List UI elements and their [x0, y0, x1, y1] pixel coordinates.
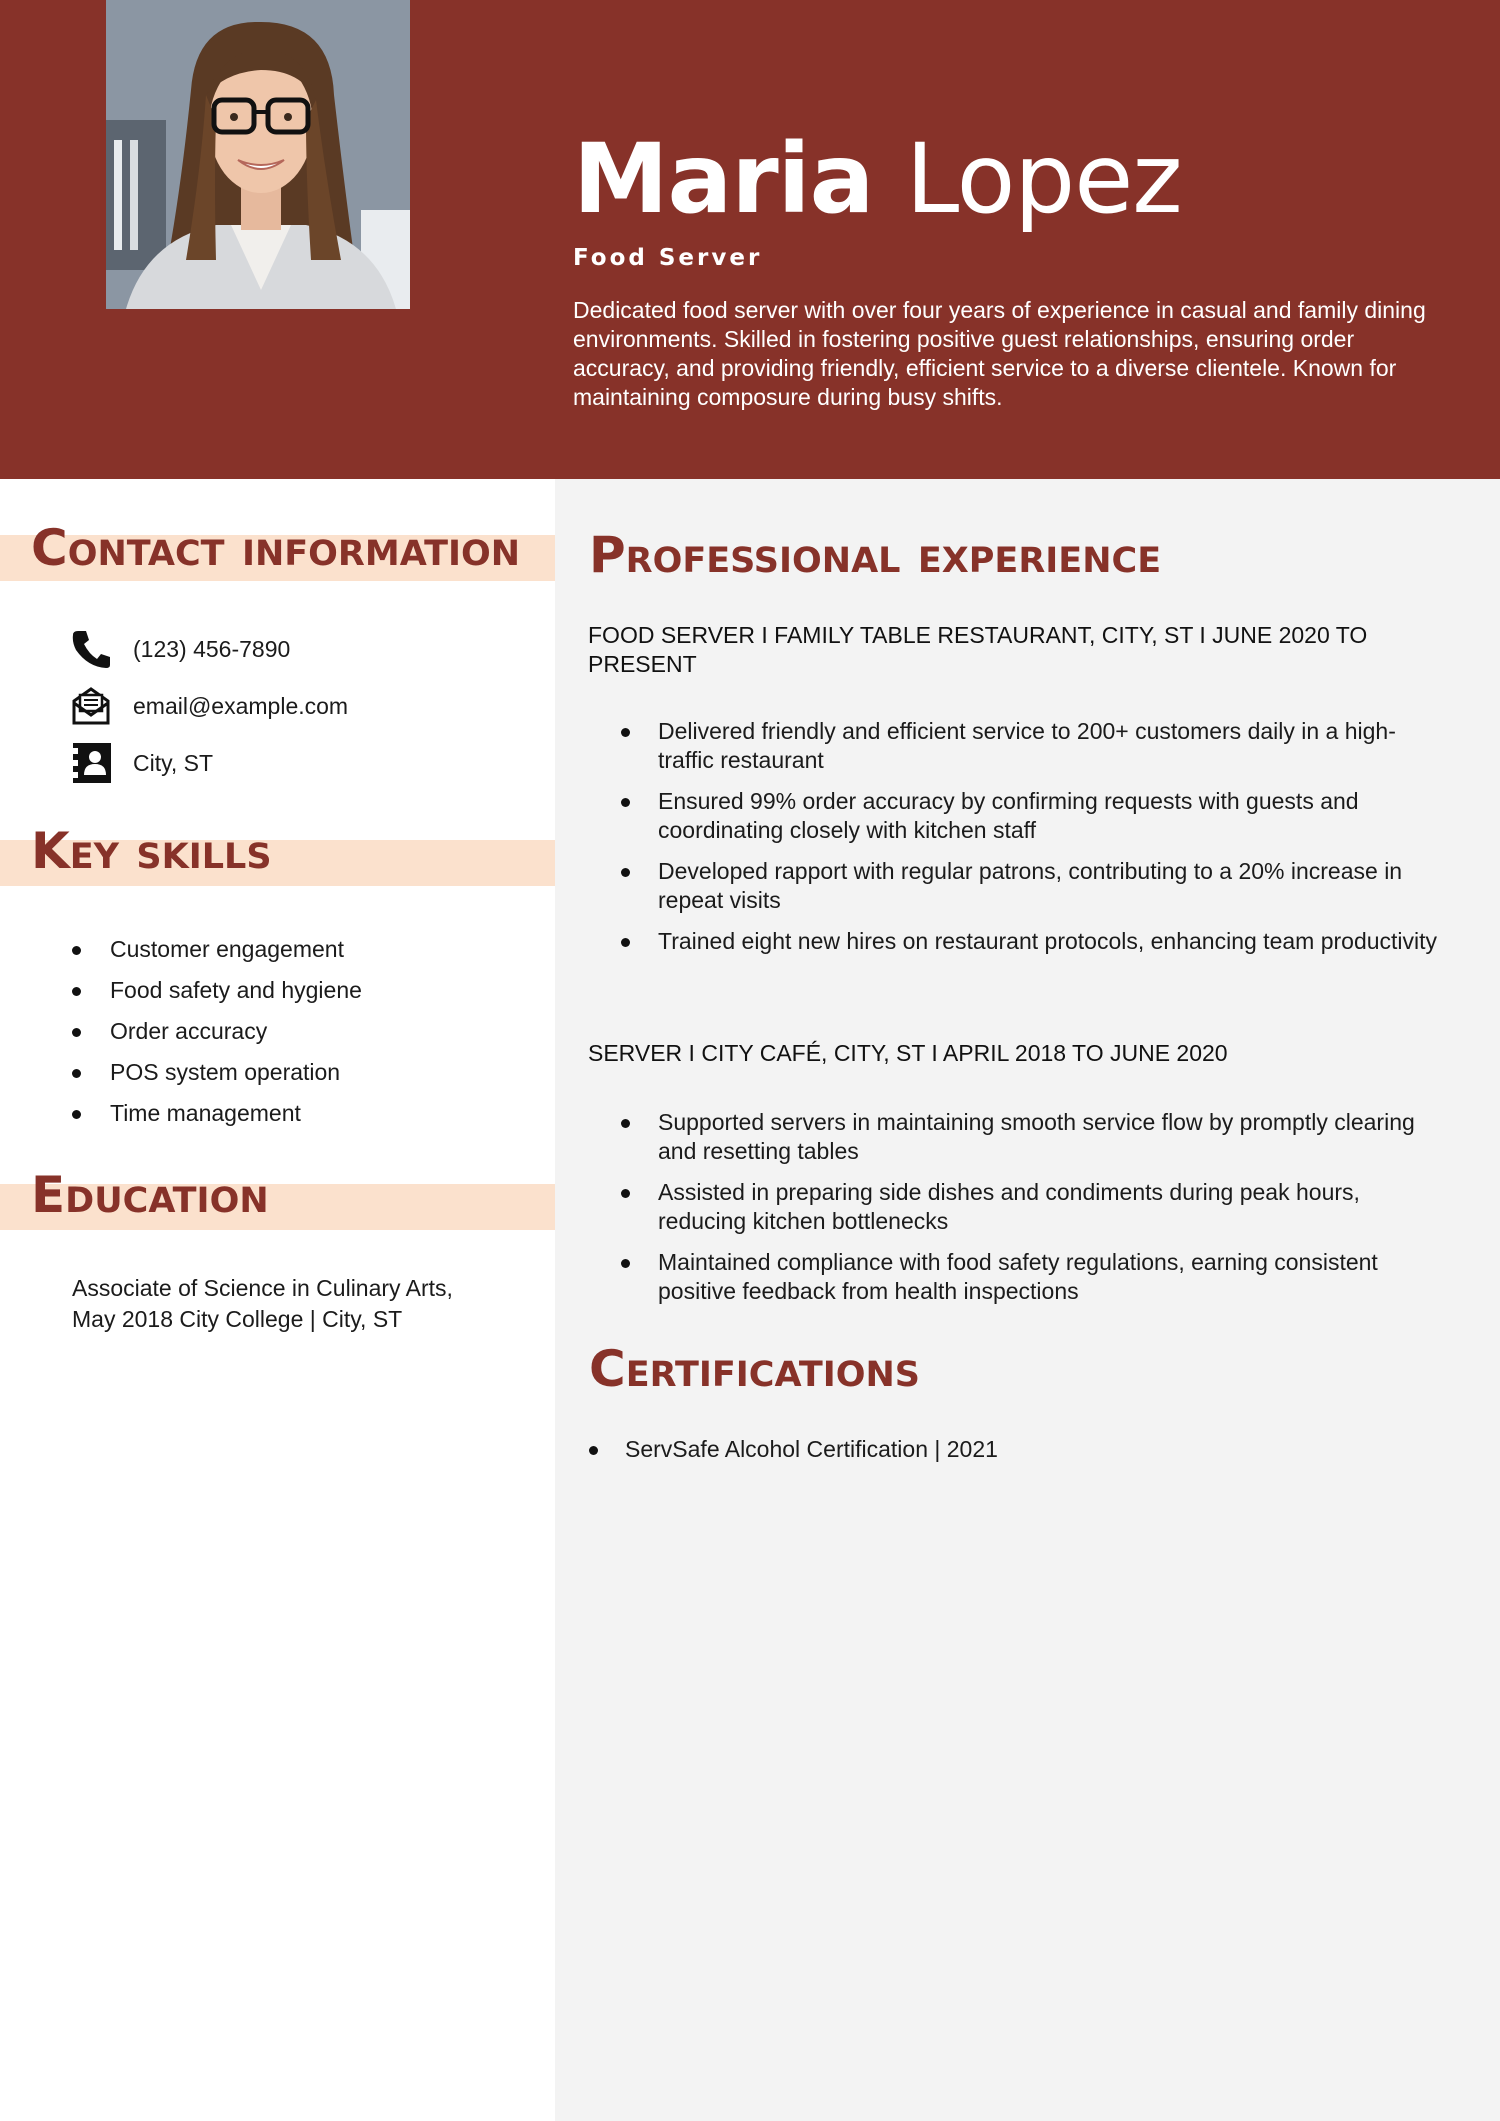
location-text: City, ST	[133, 749, 214, 776]
job-bullets	[615, 717, 1445, 968]
list-item: Food safety and hygiene	[70, 970, 530, 1011]
certifications-list	[585, 1435, 1435, 1464]
skills-section-title: Key skills	[31, 822, 272, 880]
job-bullets	[615, 1108, 1445, 1318]
experience-section-title: Professional experience	[589, 526, 1162, 584]
last-name: Lopez	[905, 123, 1182, 235]
skills-list	[70, 929, 530, 1134]
list-item: Trained eight new hires on restaurant protocols, enhancing team productivity	[615, 927, 1445, 956]
list-item: Time management	[70, 1093, 530, 1134]
candidate-name	[573, 124, 1182, 234]
education-entry	[72, 1273, 512, 1335]
list-item: Assisted in preparing side dishes and condiments during peak hours, reducing kitchen bottlenecks	[615, 1178, 1445, 1236]
education-degree: Associate of Science in Culinary Arts,	[72, 1275, 453, 1301]
profile-summary: Dedicated food server with over four years of experience in casual and family dining environments. Skilled in fostering positive guest relationships, ensuring order accuracy, and providing friendly, efficient service to a diverse clientele. Known for maintaining composure during busy shifts.	[573, 297, 1426, 410]
job-heading: SERVER I CITY CAFÉ, CITY, ST I APRIL 2018 TO JUNE 2020	[588, 1040, 1228, 1066]
list-item: Delivered friendly and efficient service to 200+ customers daily in a high-traffic restaurant	[615, 717, 1445, 775]
list-item: Ensured 99% order accuracy by confirming requests with guests and coordinating closely with kitchen staff	[615, 787, 1445, 845]
profile-photo	[106, 0, 410, 309]
job-heading: FOOD SERVER I FAMILY TABLE RESTAURANT, CITY, ST I JUNE 2020 TO PRESENT	[588, 622, 1368, 677]
list-item: POS system operation	[70, 1052, 530, 1093]
envelope-icon	[70, 685, 112, 727]
list-item: Developed rapport with regular patrons, contributing to a 20% increase in repeat visits	[615, 857, 1445, 915]
education-section-title: Education	[31, 1166, 269, 1224]
phone-text: (123) 456-7890	[133, 635, 291, 662]
job-title: Food Server	[573, 245, 763, 271]
contact-card-icon	[70, 742, 112, 784]
contact-email	[70, 684, 348, 728]
list-item: Supported servers in maintaining smooth service flow by promptly clearing and resetting tables	[615, 1108, 1445, 1166]
contact-section-title: Contact information	[31, 519, 521, 577]
header-banner	[0, 0, 1500, 479]
list-item: ServSafe Alcohol Certification | 2021	[585, 1435, 1435, 1464]
list-item: Maintained compliance with food safety regulations, earning consistent positive feedback from health inspections	[615, 1248, 1445, 1306]
education-school: May 2018 City College | City, ST	[72, 1306, 403, 1332]
list-item: Order accuracy	[70, 1011, 530, 1052]
contact-location	[70, 741, 213, 785]
list-item: Customer engagement	[70, 929, 530, 970]
first-name: Maria	[573, 123, 874, 235]
contact-phone	[70, 627, 290, 671]
certifications-section-title: Certifications	[589, 1340, 921, 1398]
email-text: email@example.com	[133, 692, 349, 719]
phone-icon	[70, 628, 112, 670]
